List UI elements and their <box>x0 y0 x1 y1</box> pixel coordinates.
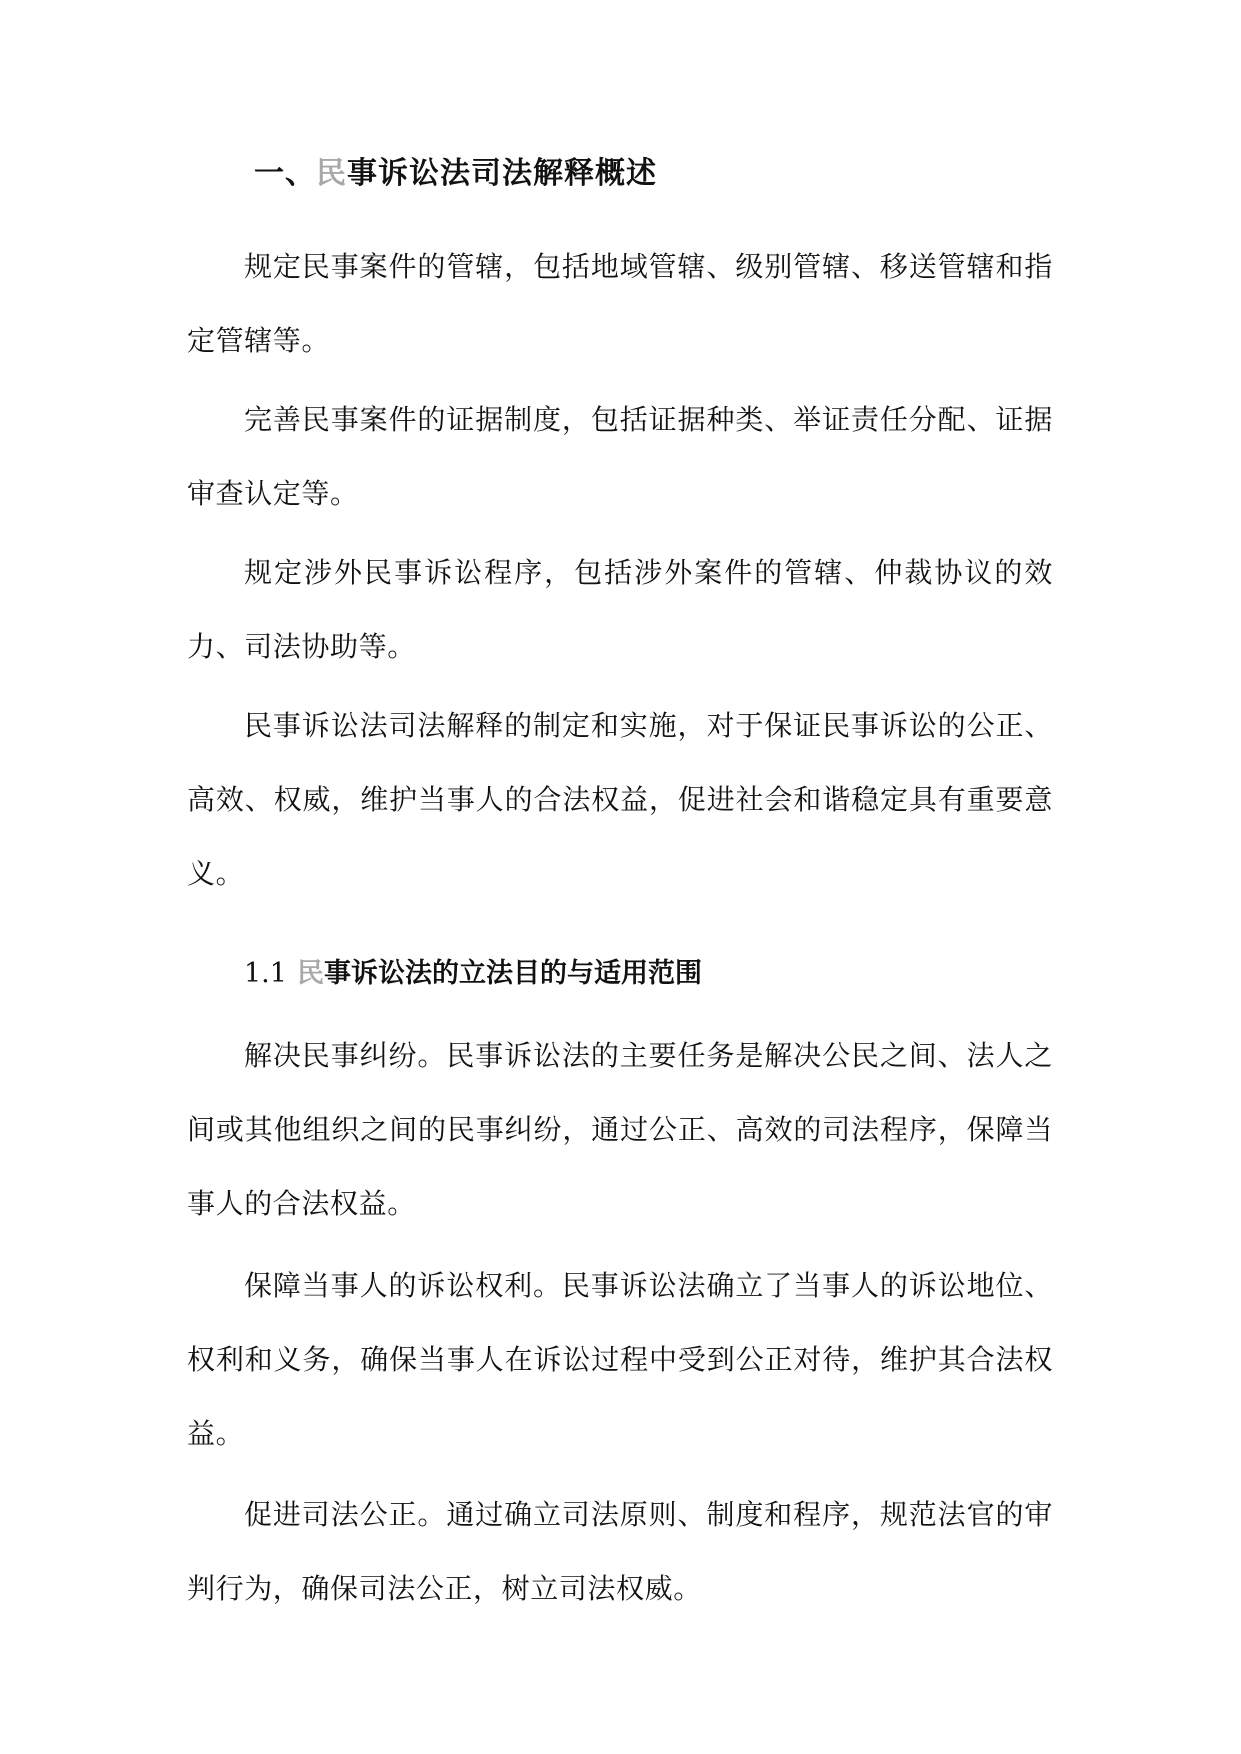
paragraph: 规定民事案件的管辖，包括地域管辖、级别管辖、移送管辖和指定管辖等。 <box>187 250 1053 357</box>
highlighted-character: 民 <box>316 156 347 191</box>
subsection-number: 1.1 <box>244 958 287 989</box>
paragraph: 完善民事案件的证据制度，包括证据种类、举证责任分配、证据审查认定等。 <box>187 403 1053 510</box>
highlighted-character: 民 <box>296 958 324 989</box>
paragraph: 规定涉外民事诉讼程序，包括涉外案件的管辖、仲裁协议的效力、司法协助等。 <box>187 556 1053 663</box>
section-prefix: 一、 <box>254 156 316 191</box>
subsection-heading <box>244 951 702 990</box>
section-title: 事诉讼法司法解释概述 <box>347 156 657 191</box>
paragraph: 民事诉讼法司法解释的制定和实施，对于保证民事诉讼的公正、高效、权威，维护当事人的合法权益，促进社会和谐稳定具有重要意义。 <box>187 709 1053 890</box>
paragraph: 促进司法公正。通过确立司法原则、制度和程序，规范法官的审判行为，确保司法公正，树立司法权威。 <box>187 1498 1053 1605</box>
paragraph: 保障当事人的诉讼权利。民事诉讼法确立了当事人的诉讼地位、权利和义务，确保当事人在诉讼过程中受到公正对待，维护其合法权益。 <box>187 1269 1053 1450</box>
paragraph: 解决民事纠纷。民事诉讼法的主要任务是解决公民之间、法人之间或其他组织之间的民事纠纷，通过公正、高效的司法程序，保障当事人的合法权益。 <box>187 1039 1053 1220</box>
section-heading <box>254 148 657 192</box>
subsection-title: 事诉讼法的立法目的与适用范围 <box>323 958 702 989</box>
